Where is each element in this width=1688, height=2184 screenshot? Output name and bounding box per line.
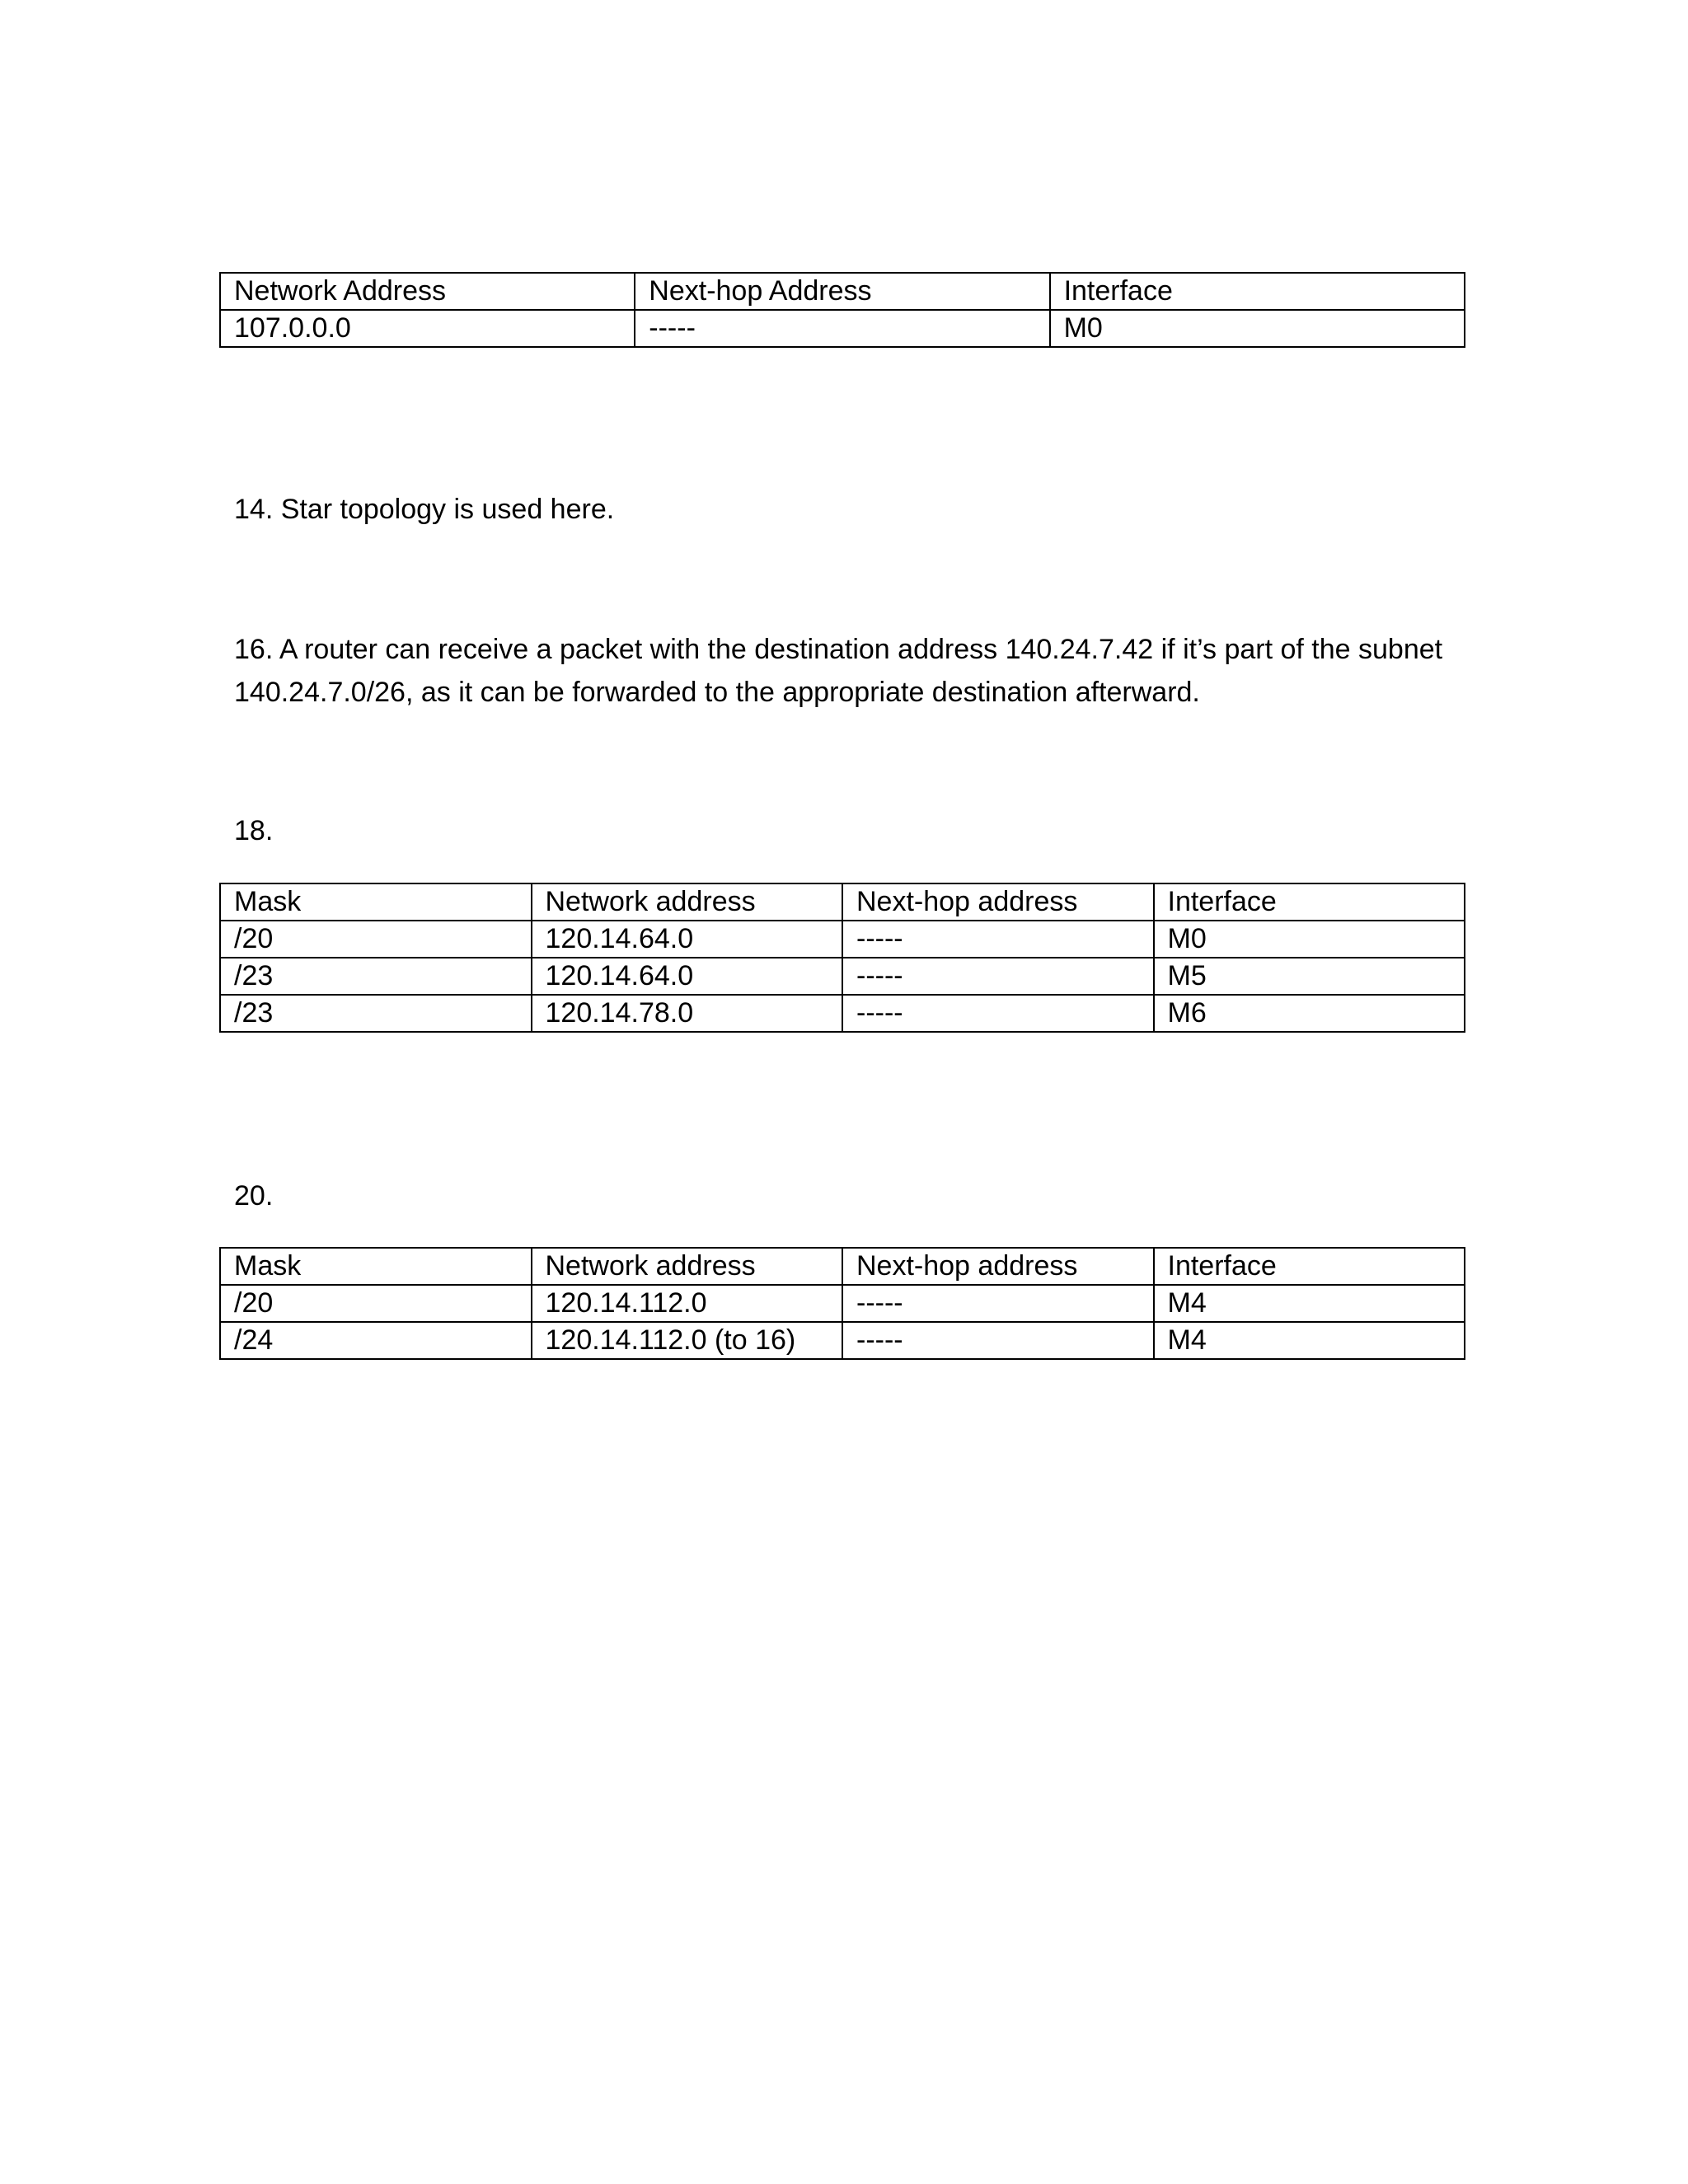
- table-cell: /23: [220, 995, 532, 1032]
- table-header-row: [220, 1248, 1465, 1285]
- table-cell: 120.14.64.0: [532, 921, 843, 958]
- table-cell: M0: [1154, 921, 1465, 958]
- table-cell: -----: [842, 1285, 1154, 1322]
- table-cell: -----: [635, 310, 1049, 347]
- table-cell: -----: [842, 995, 1154, 1032]
- table-cell: -----: [842, 921, 1154, 958]
- header-cell: Next-hop address: [842, 1248, 1154, 1285]
- table-cell: M4: [1154, 1322, 1465, 1359]
- table-row: [220, 995, 1465, 1032]
- table-cell: 120.14.64.0: [532, 958, 843, 995]
- table-row: [220, 921, 1465, 958]
- header-cell: Mask: [220, 1248, 532, 1285]
- header-cell: Interface: [1154, 1248, 1465, 1285]
- routing-table-20: [219, 1247, 1465, 1360]
- table-cell: /23: [220, 958, 532, 995]
- table-header-row: [220, 273, 1465, 310]
- table-row: [220, 310, 1465, 347]
- table-row: [220, 958, 1465, 995]
- answer-20-label: 20.: [234, 1180, 274, 1212]
- table-cell: /20: [220, 1285, 532, 1322]
- table-cell: 120.14.78.0: [532, 995, 843, 1032]
- header-cell: Network Address: [220, 273, 635, 310]
- answer-18-label: 18.: [234, 815, 274, 846]
- header-cell: Network address: [532, 883, 843, 921]
- table-row: [220, 1285, 1465, 1322]
- table-row: [220, 1322, 1465, 1359]
- table-cell: -----: [842, 1322, 1154, 1359]
- table-cell: M0: [1050, 310, 1465, 347]
- table-cell: /20: [220, 921, 532, 958]
- routing-table-18: [219, 883, 1465, 1033]
- header-cell: Next-hop address: [842, 883, 1154, 921]
- table-cell: 107.0.0.0: [220, 310, 635, 347]
- routing-table-1: [219, 272, 1465, 348]
- header-cell: Next-hop Address: [635, 273, 1049, 310]
- table-header-row: [220, 883, 1465, 921]
- answer-16-text: 16. A router can receive a packet with the destination address 140.24.7.42 if it’s part of the subnet 140.24.7.0/26, as it can be forwarded to the appropriate destination afterward.: [234, 634, 1443, 708]
- header-cell: Mask: [220, 883, 532, 921]
- table-cell: M6: [1154, 995, 1465, 1032]
- table-cell: 120.14.112.0 (to 16): [532, 1322, 843, 1359]
- header-cell: Interface: [1050, 273, 1465, 310]
- table-cell: 120.14.112.0: [532, 1285, 843, 1322]
- table-cell: M4: [1154, 1285, 1465, 1322]
- table-cell: /24: [220, 1322, 532, 1359]
- header-cell: Network address: [532, 1248, 843, 1285]
- answer-14-text: 14. Star topology is used here.: [234, 494, 615, 525]
- header-cell: Interface: [1154, 883, 1465, 921]
- table-cell: -----: [842, 958, 1154, 995]
- table-cell: M5: [1154, 958, 1465, 995]
